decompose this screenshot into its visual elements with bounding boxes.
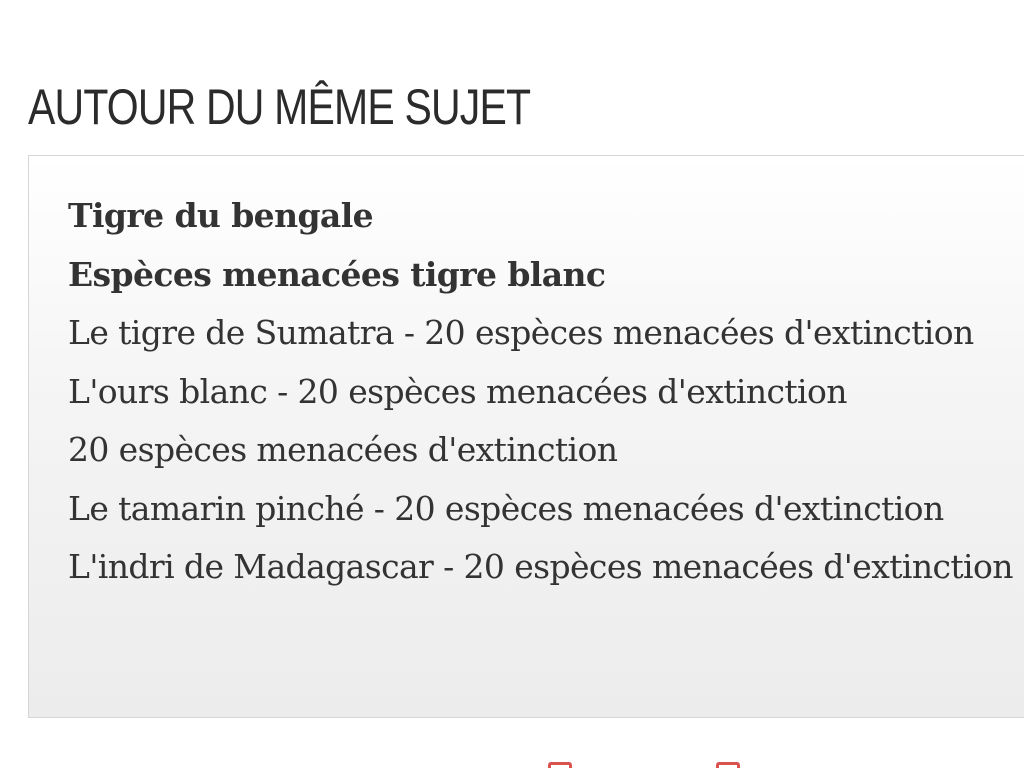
related-link-tamarin-pinche[interactable]: Le tamarin pinché - 20 espèces menacées d'extinction [68,488,944,528]
list-item [68,249,1013,308]
related-link-tigre-de-sumatra[interactable]: Le tigre de Sumatra - 20 espèces menacées d'extinction [68,313,974,352]
section-title: AUTOUR DU MÊME SUJET [28,79,531,135]
list-item [68,541,1013,600]
mail-icon[interactable] [716,762,740,768]
related-link-indri-de-madagascar[interactable]: L'indri de Madagascar - 20 espèces menacées d'extinction [68,547,1013,586]
related-link-20-especes-menacees[interactable]: 20 espèces menacées d'extinction [68,430,618,469]
list-item [68,190,1013,249]
related-link-especes-menacees-tigre-blanc[interactable]: Espèces menacées tigre blanc [68,254,606,294]
list-item [68,307,1013,366]
related-link-ours-blanc[interactable]: L'ours blanc - 20 espèces menacées d'extinction [68,371,847,411]
footer-strip [0,752,1024,768]
related-link-tigre-du-bengale[interactable]: Tigre du bengale [68,196,374,235]
list-item [68,483,1013,542]
list-item [68,424,1013,483]
related-articles-box [28,155,1024,718]
list-item [68,366,1013,425]
share-icon[interactable] [548,762,572,768]
related-articles-list [68,190,1013,600]
